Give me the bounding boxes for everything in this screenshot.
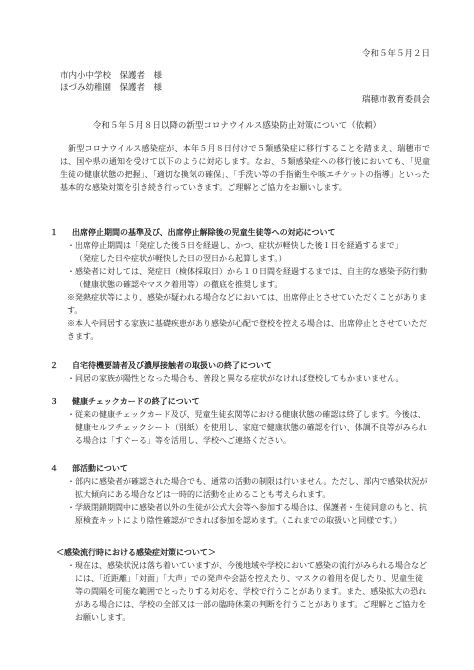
section-1 xyxy=(50,226,430,343)
section-2-heading xyxy=(50,359,430,372)
outbreak-measures-section xyxy=(50,546,430,624)
section-2-body xyxy=(67,372,430,385)
section-3-body xyxy=(67,408,430,447)
section-1-body xyxy=(67,239,430,343)
section-3-title: 健康チェックカードの終了について xyxy=(72,396,200,406)
section-2-number: ２ xyxy=(50,360,58,370)
document-title: 令和５年５月８日以降の新型コロナウイルス感染防止対策について（依頼） xyxy=(92,121,382,131)
section-2-title: 自宅待機要請者及び濃厚接触者の取扱いの終了について xyxy=(72,360,272,370)
issuer-name: 瑞穂市教育委員会 xyxy=(361,95,430,105)
section-3 xyxy=(50,395,430,447)
section-1-bullet-1: ・出席停止期間は「発症した後５日を経過し、かつ、症状が軽快した後１日を経過するまで」 xyxy=(67,241,403,250)
intro-text: 新型コロナウイルス感染症が、本年５月８日付けで５類感染症に移行することを踏まえ、瑞穂市では、国や県の通知を受けて以下のように対応します。なお、５類感染症への移行後においても、「児童生徒の健康状態の把握」、「適切な換気の確保」、「手洗い等の手指衛生や咳エチケットの指導」といった基本的な感染対策を引き続き行っていきます。ご理解とご協力をお願いします。 xyxy=(60,144,430,192)
section-3-number: ３ xyxy=(50,396,58,406)
intro-paragraph xyxy=(60,142,430,194)
section-1-note-2: ※本人や同居する家族に基礎疾患があり感染が心配で登校を控える場合は、出席停止とさせていただきます。 xyxy=(67,319,427,341)
section-1-heading xyxy=(50,226,430,239)
addressee-kindergarten: ほづみ幼稚園 保護者 様 xyxy=(60,83,163,93)
section-1-number: １ xyxy=(50,227,58,237)
section-4 xyxy=(50,462,430,527)
section-3-heading xyxy=(50,395,430,408)
addressee-elementary: 市内小中学校 保護者 様 xyxy=(60,71,163,81)
section-2 xyxy=(50,359,430,385)
section-1-note-1: ※発熱症状等により、感染が疑われる場合などにおいては、出席停止とさせていただくことがあります。 xyxy=(67,293,427,315)
section-4-title: 部活動について xyxy=(72,463,128,473)
addressee-block xyxy=(60,70,162,94)
section-4-body xyxy=(67,475,430,527)
outbreak-measures-bullet-1: ・現在は、感染状況は落ち着いていますが、今後地域や学校において感染の流行がみられる場合などには、「近距離」「対面」「大声」での発声や会話を控えたり、マスクの着用を促したり、児童生徒等の間隔を可能な範囲でとったりする対応を、学校で行うことがあります。また、感染拡大の恐れがある場合には、学校の全部又は一部の臨時休業の判断を行うことがあります。ご理解とご協力をお願いします。 xyxy=(67,561,427,622)
section-1-bullet-2: ・感染者に対しては、発症日（検体採取日）から１０日間を経過するまでは、自主的な感染予防行動（健康状態の確認やマスク着用等）の徹底を推奨します。 xyxy=(67,267,427,289)
section-4-bullet-1: ・部内に感染者が確認された場合でも、通常の活動の制限は行いません。ただし、部内で感染状況が拡大傾向にある場合などは一時的に活動を止めることも考えられます。 xyxy=(67,477,428,499)
issue-date: 令和５年５月２日 xyxy=(361,49,430,59)
section-4-heading xyxy=(50,462,430,475)
section-4-bullet-2: ・学級閉鎖期間中に感染者以外の生徒が公式大会等へ参加する場合は、保護者・生徒同意のもと、抗原検査キットにより陰性確認ができれば参加を認めます。（これまでの取扱いと同様です。） xyxy=(67,503,427,525)
section-1-bullet-1-note: （発症した日や症状が軽快した日の翌日から起算します。） xyxy=(75,254,287,263)
section-4-number: ４ xyxy=(50,463,58,473)
section-2-bullet-1: ・同居の家族が陽性となった場合も、普段と異なる症状がなければ登校してもかまいません。 xyxy=(67,374,404,383)
outbreak-measures-body xyxy=(67,559,430,624)
outbreak-measures-heading: ＜感染流行時における感染症対策について＞ xyxy=(56,547,216,557)
section-1-title: 出席停止期間の基準及び、出席停止解除後の児童生徒等への対応について xyxy=(72,227,336,237)
section-3-bullet-1: ・従来の健康チェックカード及び、児童生徒玄関等における健康状態の確認は終了します。今後は、健康セルフチェックシート（別紙）を使用し、家庭で健康状態の確認を行い、体調不良等がみられる場合は「すぐーる」等を活用し、学校へご連絡ください。 xyxy=(67,410,427,445)
